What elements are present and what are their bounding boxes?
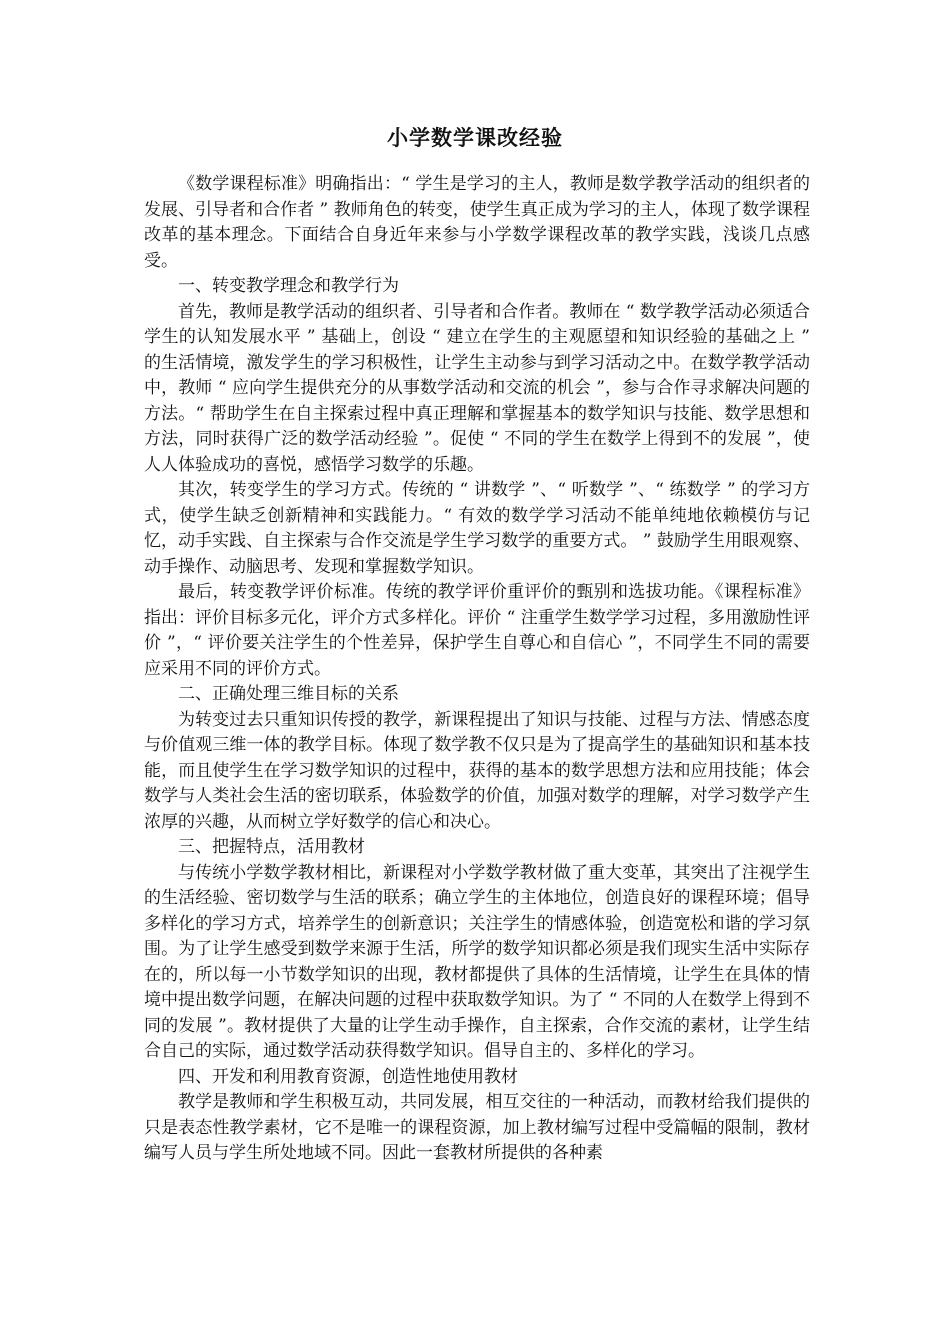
section-heading-3: 三、把握特点，活用教材	[178, 837, 365, 857]
intro-paragraph: 《数学课程标准》明确指出：“ 学生是学习的主人，教师是数学教学活动的组织者的发展、引导者和合作者 ” 教师角色的转变，使学生真正成为学习的主人，体现了数学课程改革的基本理念。下面结合自身近年来参与小学数学课程改革的教学实践，浅谈几点感受。	[144, 174, 810, 271]
section-2-paragraph-1: 为转变过去只重知识传授的教学，新课程提出了知识与技能、过程与方法、情感态度与价值观三维一体的教学目标。体现了数学教不仅只是为了提高学生的基础知识和基本技能，而且使学生在学习数学知识的过程中，获得的基本的数学思想方法和应用技能；体会数学与人类社会生活的密切联系，体验数学的价值，加强对数学的理解，对学习数学产生浓厚的兴趣，从而树立学好数学的信心和决心。	[144, 709, 810, 832]
section-4-paragraph-1: 教学是教师和学生积极互动，共同发展，相互交往的一种活动，而教材给我们提供的只是表态性教学素材，它不是唯一的课程资源，加上教材编写过程中受篇幅的限制，教材编写人员与学生所处地域不同。因此一套教材所提供的各种素	[144, 1092, 810, 1163]
section-heading-4: 四、开发和利用教育资源，创造性地使用教材	[178, 1066, 518, 1087]
section-3-paragraph-1: 与传统小学数学教材相比，新课程对小学数学教材做了重大变革，其突出了注视学生的生活经验、密切数学与生活的联系；确立学生的主体地位，创造良好的课程环境；倡导多样化的学习方式，培养学生的创新意识；关注学生的情感体验，创造宽松和谐的学习氛围。为了让学生感受到数学来源于生活，所学的数学知识都必须是我们现实生活中实际存在的，所以每一小节数学知识的出现，教材都提供了具体的生活情境，让学生在具体的情境中提出数学问题，在解决问题的过程中获取数学知识。为了 “ 不同的人在数学上得到不同的发展 ”。教材提供了大量的让学生动手操作，自主探索，合作交流的素材，让学生结合自己的实际，通过数学活动获得数学知识。倡导自主的、多样化的学习。	[144, 862, 810, 1061]
section-heading-1: 一、转变教学理念和教学行为	[178, 276, 399, 296]
section-heading-2: 二、正确处理三维目标的关系	[178, 684, 399, 704]
section-1-paragraph-2: 其次，转变学生的学习方式。传统的 “ 讲数学 ”、“ 听数学 ”、“ 练数学 ” 的学习方式，使学生缺乏创新精神和实践能力。“ 有效的数学学习活动不能单纯地依赖模仿与记忆，动手实践、自主探索与合作交流是学生学习数学的重要方式。 ” 鼓励学生用眼观察、动手操作、动脑思考、发现和掌握数学知识。	[144, 480, 810, 577]
document-title: 小学数学课改经验	[387, 125, 563, 150]
section-1-paragraph-1: 首先，教师是教学活动的组织者、引导者和合作者。教师在 “ 数学教学活动必须适合学生的认知发展水平 ” 基础上，创设 “ 建立在学生的主观愿望和知识经验的基础之上 ” 的生活情境，激发学生的学习积极性，让学生主动参与到学习活动之中。在数学教学活动中，教师 “ 应向学生提供充分的从事数学活动和交流的机会 ”，参与合作寻求解决问题的方法。“ 帮助学生在自主探索过程中真正理解和掌握基本的数学知识与技能、数学思想和方法，同时获得广泛的数学活动经验 ”。促使 “ 不同的学生在数学上得到不的发展 ”，使人人体验成功的喜悦，感悟学习数学的乐趣。	[144, 301, 810, 475]
section-1-paragraph-3: 最后，转变教学评价标准。传统的教学评价重评价的甄别和选拔功能。《课程标准》指出：评价目标多元化，评介方式多样化。评价 “ 注重学生数学学习过程，多用激励性评价 ”，“ 评价要关注学生的个性差异，保护学生自尊心和自信心 ”，不同学生不同的需要应采用不同的评价方式。	[144, 582, 810, 679]
document-body	[144, 172, 810, 1167]
